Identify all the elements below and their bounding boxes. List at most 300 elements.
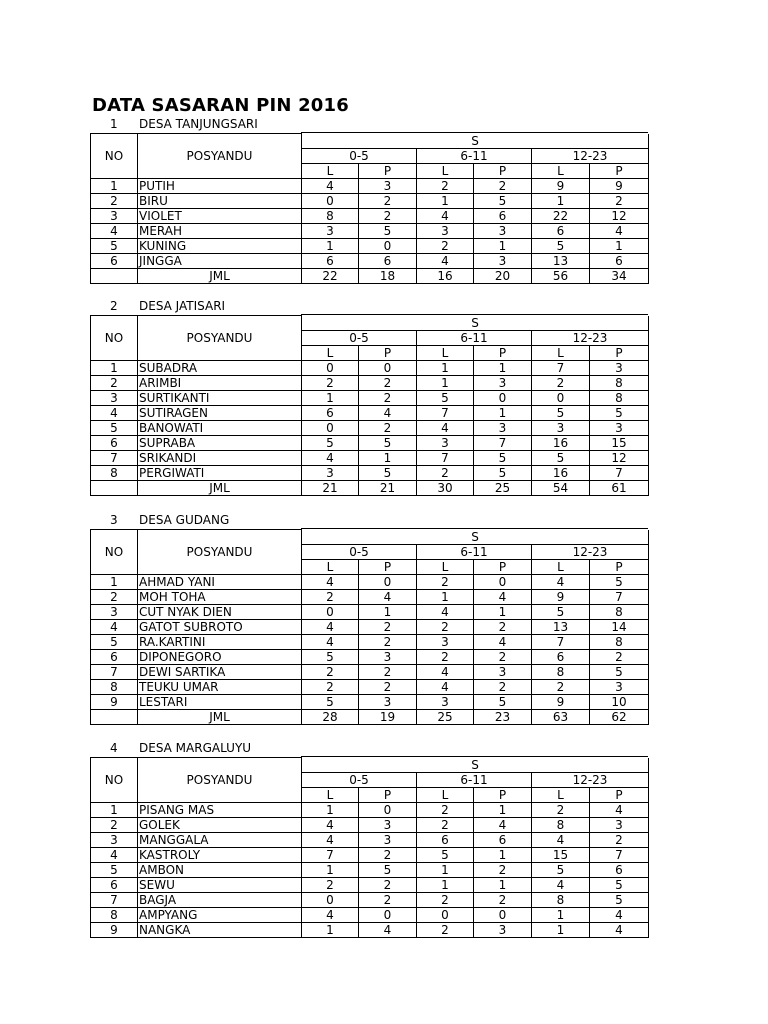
row-value: 7 [474, 435, 532, 450]
table-row [91, 450, 649, 465]
row-value: 1 [417, 193, 474, 208]
row-value: 5 [417, 847, 474, 862]
row-value: 7 [590, 589, 649, 604]
total-value: 63 [532, 709, 590, 724]
table-row [91, 208, 649, 223]
row-value: 8 [532, 664, 590, 679]
row-no: 9 [91, 694, 138, 709]
header-l: L [417, 345, 474, 360]
header-posyandu: POSYANDU [138, 134, 302, 179]
header-s: S [302, 758, 649, 773]
row-value: 2 [417, 817, 474, 832]
row-value: 6 [359, 253, 417, 268]
row-value: 1 [417, 375, 474, 390]
posyandu-table [90, 315, 649, 496]
row-value: 2 [302, 877, 359, 892]
row-no: 9 [91, 922, 138, 937]
row-value: 2 [474, 862, 532, 877]
row-posyandu: PUTIH [138, 178, 302, 193]
row-posyandu: SUBADRA [138, 360, 302, 375]
row-value: 16 [532, 435, 590, 450]
row-value: 5 [532, 604, 590, 619]
row-posyandu: PISANG MAS [138, 802, 302, 817]
total-row [91, 709, 649, 724]
table-row [91, 892, 649, 907]
row-value: 6 [417, 832, 474, 847]
row-value: 6 [302, 253, 359, 268]
row-value: 1 [302, 922, 359, 937]
section-3 [90, 513, 648, 725]
row-value: 4 [359, 922, 417, 937]
row-value: 7 [302, 847, 359, 862]
row-value: 2 [417, 802, 474, 817]
section-heading [90, 299, 648, 315]
row-no: 5 [91, 238, 138, 253]
header-p: P [474, 163, 532, 178]
row-value: 1 [590, 238, 649, 253]
row-value: 6 [474, 832, 532, 847]
row-no: 6 [91, 649, 138, 664]
row-value: 2 [417, 649, 474, 664]
row-value: 4 [590, 907, 649, 922]
row-value: 4 [417, 420, 474, 435]
row-value: 4 [590, 922, 649, 937]
row-value: 5 [474, 193, 532, 208]
total-value: 61 [590, 480, 649, 495]
row-value: 1 [474, 802, 532, 817]
row-value: 6 [532, 223, 590, 238]
header-row [91, 758, 649, 773]
table-row [91, 802, 649, 817]
posyandu-table [90, 757, 649, 938]
row-value: 3 [474, 420, 532, 435]
row-value: 1 [474, 238, 532, 253]
row-posyandu: SEWU [138, 877, 302, 892]
row-value: 0 [532, 390, 590, 405]
row-posyandu: SUTIRAGEN [138, 405, 302, 420]
row-value: 2 [359, 390, 417, 405]
row-value: 0 [302, 604, 359, 619]
row-value: 4 [302, 634, 359, 649]
row-value: 0 [302, 420, 359, 435]
table-row [91, 694, 649, 709]
row-value: 1 [474, 405, 532, 420]
row-value: 15 [590, 435, 649, 450]
header-row [91, 530, 649, 545]
table-row [91, 619, 649, 634]
section-village-name: DESA MARGALUYU [139, 741, 252, 755]
row-value: 2 [359, 877, 417, 892]
row-value: 4 [474, 634, 532, 649]
row-value: 1 [532, 193, 590, 208]
row-value: 5 [359, 465, 417, 480]
row-value: 8 [590, 604, 649, 619]
row-value: 5 [532, 405, 590, 420]
row-value: 8 [590, 390, 649, 405]
row-value: 2 [417, 465, 474, 480]
row-value: 14 [590, 619, 649, 634]
row-value: 2 [417, 178, 474, 193]
header-l: L [302, 345, 359, 360]
row-value: 2 [590, 832, 649, 847]
section-number: 3 [110, 513, 118, 527]
row-value: 3 [417, 634, 474, 649]
table-row [91, 847, 649, 862]
header-s: S [302, 134, 649, 149]
table-row [91, 375, 649, 390]
total-value: 20 [474, 268, 532, 283]
row-value: 22 [532, 208, 590, 223]
total-value: 16 [417, 268, 474, 283]
row-value: 2 [417, 922, 474, 937]
row-no: 2 [91, 589, 138, 604]
row-posyandu: BAGJA [138, 892, 302, 907]
header-l: L [302, 163, 359, 178]
row-value: 6 [590, 862, 649, 877]
row-value: 1 [417, 589, 474, 604]
row-value: 4 [590, 802, 649, 817]
row-value: 2 [302, 375, 359, 390]
table-row [91, 420, 649, 435]
row-value: 0 [302, 360, 359, 375]
row-value: 2 [302, 679, 359, 694]
header-l: L [417, 787, 474, 802]
header-age-group: 0-5 [302, 330, 417, 345]
row-value: 0 [359, 802, 417, 817]
table-row [91, 604, 649, 619]
row-value: 2 [590, 649, 649, 664]
total-value: 28 [302, 709, 359, 724]
row-no: 3 [91, 604, 138, 619]
row-no: 5 [91, 634, 138, 649]
row-value: 2 [302, 664, 359, 679]
row-no: 5 [91, 420, 138, 435]
row-value: 2 [417, 574, 474, 589]
row-value: 0 [359, 238, 417, 253]
header-s: S [302, 316, 649, 331]
header-l: L [302, 787, 359, 802]
row-value: 4 [417, 208, 474, 223]
row-value: 5 [590, 405, 649, 420]
row-value: 0 [302, 193, 359, 208]
table-row [91, 679, 649, 694]
table-row [91, 832, 649, 847]
row-value: 7 [532, 634, 590, 649]
header-age-group: 0-5 [302, 148, 417, 163]
row-value: 5 [302, 649, 359, 664]
row-value: 2 [474, 178, 532, 193]
total-label: JML [138, 709, 302, 724]
row-value: 1 [474, 604, 532, 619]
row-value: 4 [302, 832, 359, 847]
row-value: 2 [302, 589, 359, 604]
row-value: 4 [474, 817, 532, 832]
row-no: 8 [91, 907, 138, 922]
row-value: 2 [359, 420, 417, 435]
row-posyandu: NANGKA [138, 922, 302, 937]
row-value: 8 [532, 817, 590, 832]
row-value: 4 [590, 223, 649, 238]
table-row [91, 877, 649, 892]
header-p: P [590, 163, 649, 178]
row-value: 13 [532, 619, 590, 634]
row-value: 4 [417, 253, 474, 268]
total-value: 19 [359, 709, 417, 724]
header-l: L [532, 787, 590, 802]
row-value: 3 [302, 223, 359, 238]
header-p: P [474, 559, 532, 574]
row-value: 5 [532, 450, 590, 465]
row-value: 4 [417, 664, 474, 679]
row-value: 2 [474, 892, 532, 907]
table-row [91, 360, 649, 375]
row-value: 3 [359, 178, 417, 193]
row-value: 3 [302, 465, 359, 480]
header-age-group: 6-11 [417, 148, 532, 163]
row-posyandu: AMPYANG [138, 907, 302, 922]
row-no: 3 [91, 832, 138, 847]
row-value: 4 [359, 589, 417, 604]
row-posyandu: LESTARI [138, 694, 302, 709]
row-value: 0 [302, 892, 359, 907]
header-top-rule [301, 132, 648, 133]
posyandu-table [90, 133, 649, 284]
row-posyandu: SURTIKANTI [138, 390, 302, 405]
row-value: 2 [532, 802, 590, 817]
row-no: 8 [91, 465, 138, 480]
row-value: 2 [359, 193, 417, 208]
header-age-group: 12-23 [532, 330, 649, 345]
row-value: 13 [532, 253, 590, 268]
header-p: P [590, 345, 649, 360]
header-no: NO [91, 758, 138, 803]
total-value: 30 [417, 480, 474, 495]
header-age-group: 12-23 [532, 544, 649, 559]
row-value: 1 [302, 238, 359, 253]
header-p: P [474, 787, 532, 802]
section-4 [90, 741, 648, 938]
posyandu-table [90, 529, 649, 725]
header-p: P [359, 345, 417, 360]
row-value: 1 [417, 862, 474, 877]
row-value: 4 [532, 877, 590, 892]
row-no: 4 [91, 405, 138, 420]
row-value: 4 [417, 679, 474, 694]
row-posyandu: PERGIWATI [138, 465, 302, 480]
row-posyandu: RA.KARTINI [138, 634, 302, 649]
row-no: 1 [91, 178, 138, 193]
row-value: 5 [532, 238, 590, 253]
row-no: 7 [91, 450, 138, 465]
row-value: 4 [302, 178, 359, 193]
header-age-group: 6-11 [417, 544, 532, 559]
total-value: 25 [474, 480, 532, 495]
section-village-name: DESA JATISARI [139, 299, 226, 313]
row-value: 6 [302, 405, 359, 420]
header-age-group: 12-23 [532, 148, 649, 163]
row-no: 4 [91, 223, 138, 238]
row-value: 2 [359, 634, 417, 649]
row-value: 7 [417, 405, 474, 420]
row-value: 2 [417, 619, 474, 634]
row-value: 4 [532, 832, 590, 847]
header-age-group: 6-11 [417, 330, 532, 345]
row-value: 5 [359, 435, 417, 450]
row-value: 3 [474, 253, 532, 268]
total-value: 25 [417, 709, 474, 724]
total-label: JML [138, 268, 302, 283]
row-posyandu: MOH TOHA [138, 589, 302, 604]
table-row [91, 664, 649, 679]
row-value: 0 [359, 907, 417, 922]
row-value: 2 [474, 649, 532, 664]
row-value: 4 [302, 907, 359, 922]
header-posyandu: POSYANDU [138, 758, 302, 803]
table-row [91, 435, 649, 450]
section-heading [90, 741, 648, 757]
row-value: 2 [359, 375, 417, 390]
header-l: L [302, 559, 359, 574]
total-value: 21 [302, 480, 359, 495]
row-no: 5 [91, 862, 138, 877]
row-value: 5 [590, 892, 649, 907]
total-row [91, 268, 649, 283]
table-row [91, 922, 649, 937]
row-value: 5 [590, 574, 649, 589]
row-value: 4 [359, 405, 417, 420]
row-posyandu: JINGGA [138, 253, 302, 268]
row-value: 1 [359, 604, 417, 619]
row-no: 6 [91, 877, 138, 892]
header-p: P [359, 559, 417, 574]
header-age-group: 0-5 [302, 544, 417, 559]
total-value: 56 [532, 268, 590, 283]
row-value: 1 [532, 907, 590, 922]
section-village-name: DESA TANJUNGSARI [139, 117, 258, 131]
row-no: 1 [91, 802, 138, 817]
row-value: 1 [302, 862, 359, 877]
row-value: 6 [590, 253, 649, 268]
row-value: 4 [532, 574, 590, 589]
row-value: 3 [590, 679, 649, 694]
row-posyandu: BANOWATI [138, 420, 302, 435]
header-posyandu: POSYANDU [138, 530, 302, 575]
row-value: 1 [474, 847, 532, 862]
row-no: 1 [91, 360, 138, 375]
row-value: 2 [359, 664, 417, 679]
header-l: L [532, 163, 590, 178]
row-posyandu: DEWI SARTIKA [138, 664, 302, 679]
row-value: 4 [474, 589, 532, 604]
row-value: 16 [532, 465, 590, 480]
header-age-group: 12-23 [532, 772, 649, 787]
section-heading [90, 513, 648, 529]
row-value: 0 [474, 390, 532, 405]
row-value: 7 [417, 450, 474, 465]
row-value: 3 [474, 922, 532, 937]
row-no: 2 [91, 193, 138, 208]
section-heading [90, 117, 648, 133]
row-posyandu: GOLEK [138, 817, 302, 832]
row-posyandu: KASTROLY [138, 847, 302, 862]
row-value: 5 [590, 664, 649, 679]
row-value: 7 [532, 360, 590, 375]
header-age-group: 0-5 [302, 772, 417, 787]
row-value: 3 [417, 694, 474, 709]
section-number: 2 [110, 299, 118, 313]
row-posyandu: ARIMBI [138, 375, 302, 390]
header-p: P [590, 787, 649, 802]
row-value: 2 [417, 892, 474, 907]
row-no: 6 [91, 435, 138, 450]
row-value: 7 [590, 465, 649, 480]
header-p: P [359, 163, 417, 178]
row-value: 3 [359, 649, 417, 664]
row-value: 6 [474, 208, 532, 223]
header-l: L [417, 163, 474, 178]
header-l: L [532, 559, 590, 574]
total-value: 54 [532, 480, 590, 495]
table-row [91, 253, 649, 268]
table-row [91, 862, 649, 877]
row-value: 8 [532, 892, 590, 907]
row-value: 2 [359, 619, 417, 634]
row-no: 3 [91, 390, 138, 405]
table-row [91, 634, 649, 649]
row-value: 2 [474, 679, 532, 694]
row-no: 3 [91, 208, 138, 223]
row-posyandu: VIOLET [138, 208, 302, 223]
row-value: 7 [590, 847, 649, 862]
table-row [91, 390, 649, 405]
row-value: 2 [474, 619, 532, 634]
total-blank [91, 268, 138, 283]
row-value: 4 [302, 619, 359, 634]
row-value: 0 [474, 907, 532, 922]
row-value: 1 [302, 802, 359, 817]
row-no: 8 [91, 679, 138, 694]
row-value: 5 [302, 694, 359, 709]
row-value: 3 [417, 435, 474, 450]
row-value: 5 [359, 223, 417, 238]
row-value: 4 [302, 817, 359, 832]
row-no: 2 [91, 375, 138, 390]
section-number: 4 [110, 741, 118, 755]
row-no: 1 [91, 574, 138, 589]
total-value: 34 [590, 268, 649, 283]
section-number: 1 [110, 117, 118, 131]
row-value: 2 [359, 679, 417, 694]
header-no: NO [91, 134, 138, 179]
row-value: 3 [474, 375, 532, 390]
row-value: 3 [474, 664, 532, 679]
row-value: 1 [474, 360, 532, 375]
row-posyandu: KUNING [138, 238, 302, 253]
header-top-rule [301, 314, 648, 315]
row-value: 3 [359, 817, 417, 832]
row-value: 2 [359, 892, 417, 907]
row-value: 0 [359, 360, 417, 375]
row-value: 12 [590, 450, 649, 465]
row-posyandu: MERAH [138, 223, 302, 238]
table-row [91, 649, 649, 664]
row-value: 1 [417, 877, 474, 892]
row-value: 9 [532, 694, 590, 709]
header-p: P [359, 787, 417, 802]
row-value: 3 [359, 832, 417, 847]
row-value: 2 [359, 208, 417, 223]
row-value: 9 [532, 178, 590, 193]
